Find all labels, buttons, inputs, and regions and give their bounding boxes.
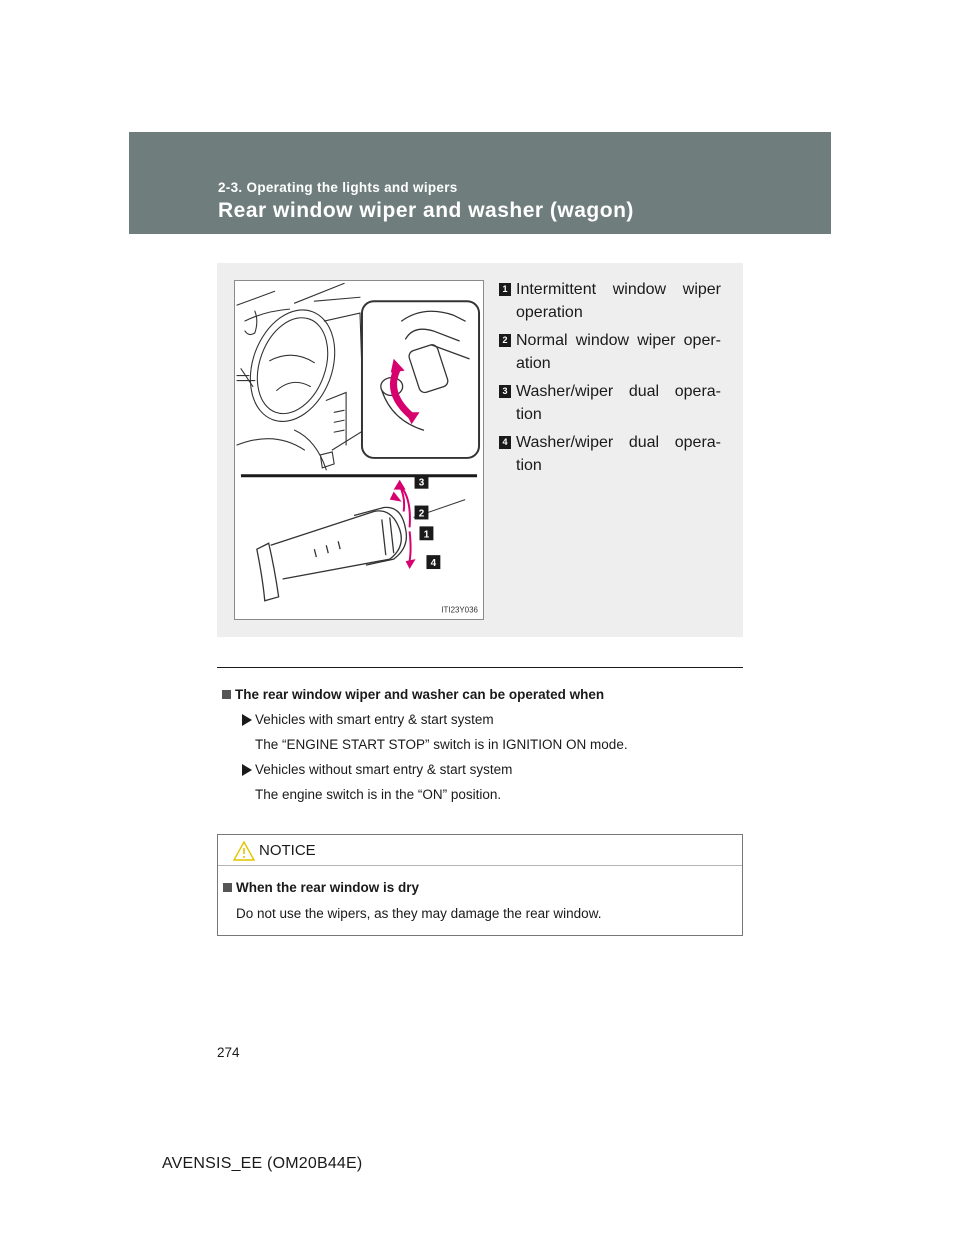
triangle-bullet-icon [242,714,252,726]
notice-text: Do not use the wipers, as they may damage the rear window. [236,906,602,921]
header-band [129,132,831,234]
legend-text: Washer/wiper dual opera-tion [516,383,721,423]
callout-marker: 4 [430,558,437,570]
legend-item [499,278,721,324]
notice-header [218,835,742,866]
condition-label: Vehicles with smart entry & start system [255,712,494,727]
section-divider [217,667,743,668]
legend-text: Washer/wiper dual opera-tion [516,434,721,474]
wiper-lever-drawing [235,281,483,619]
illustration-code: ITI23Y036 [441,605,478,615]
conditions-heading-text: The rear window wiper and washer can be operated when [235,687,605,702]
warning-triangle-icon [233,841,255,861]
legend-marker: 1 [499,283,511,296]
legend-marker: 3 [499,385,511,398]
legend-item [499,329,721,375]
legend-item [499,380,721,426]
legend-marker: 2 [499,334,511,347]
square-bullet-icon [222,690,231,699]
page-number: 274 [217,1045,240,1060]
condition-detail: The engine switch is in the “ON” position. [255,787,502,802]
notice-heading [223,879,742,897]
conditions-heading [222,686,742,704]
figure-panel [217,263,743,637]
wiper-lever-illustration [234,280,484,620]
condition-item [222,711,742,729]
triangle-bullet-icon [242,764,252,776]
legend-text: Normal window wiper oper-ation [516,332,721,372]
condition-label: Vehicles without smart entry & start system [255,762,513,777]
operating-conditions [222,686,742,804]
notice-box [217,834,743,936]
manual-code: AVENSIS_EE (OM20B44E) [162,1155,363,1172]
callout-marker: 2 [418,508,425,520]
condition-item [222,761,742,779]
notice-body [218,866,742,923]
condition-detail: The “ENGINE START STOP” switch is in IGNITION ON mode. [255,737,628,752]
section-label: 2-3. Operating the lights and wipers [218,180,458,195]
legend-marker: 4 [499,436,511,449]
square-bullet-icon [223,883,232,892]
legend-text: Intermittent window wiper operation [516,281,721,321]
callout-marker: 1 [423,529,430,541]
notice-title: NOTICE [259,842,316,859]
notice-heading-text: When the rear window is dry [236,880,420,895]
legend [499,278,721,482]
page-title: Rear window wiper and washer (wagon) [218,199,634,222]
callout-marker: 3 [418,477,425,489]
legend-item [499,431,721,477]
